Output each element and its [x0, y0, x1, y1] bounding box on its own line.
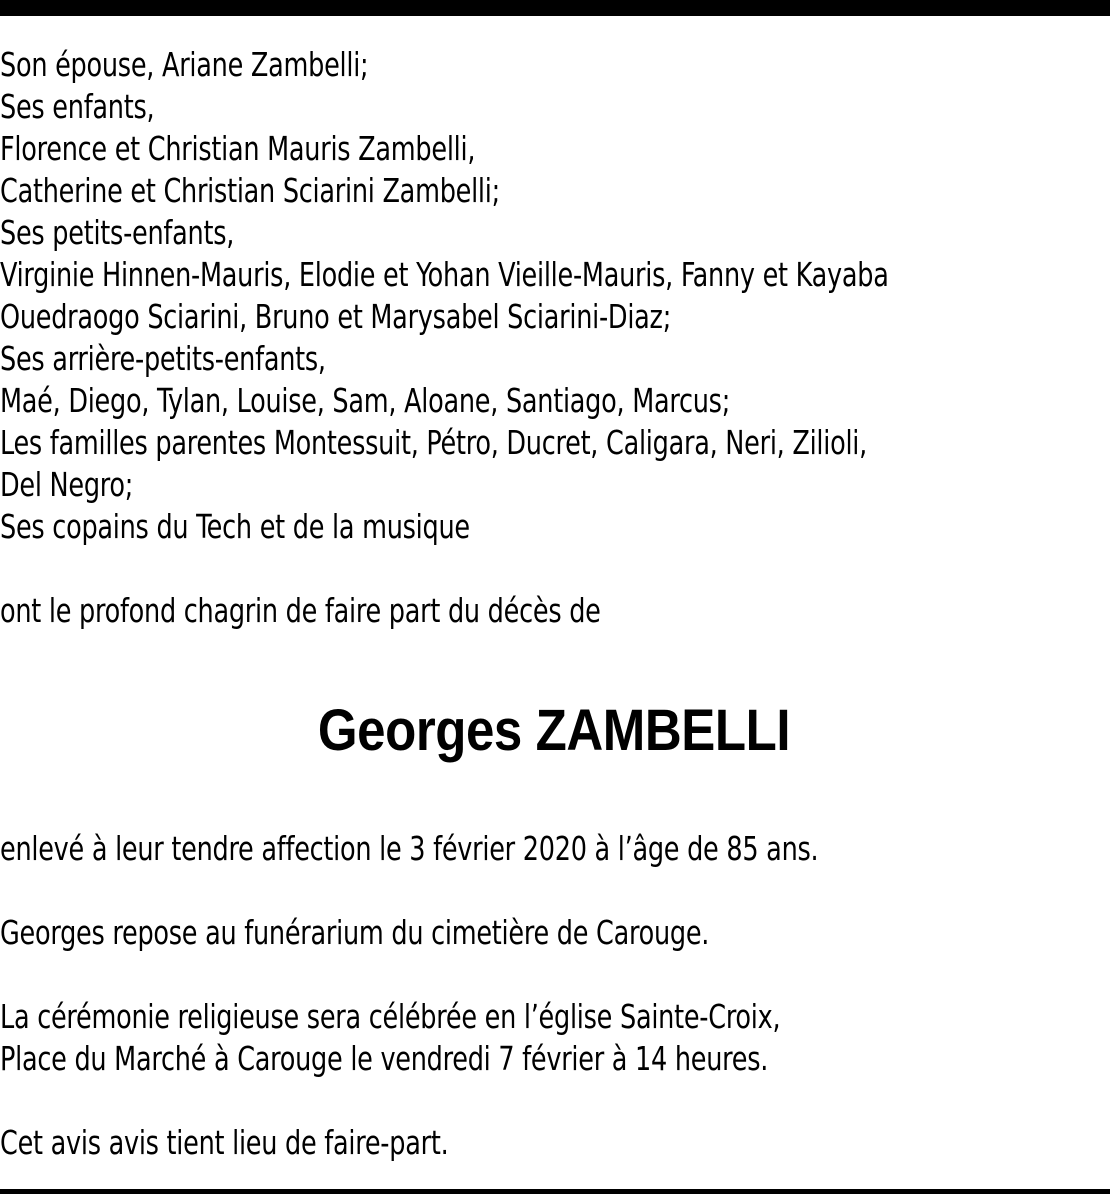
- family-line-child-2: Catherine et Christian Sciarini Zambelli;: [0, 171, 500, 210]
- bottom-rule: [0, 1189, 1110, 1194]
- announcement-line: ont le profond chagrin de faire part du décès de: [0, 591, 601, 630]
- family-line-spouse: Son épouse, Ariane Zambelli;: [0, 45, 369, 84]
- repose-line: Georges repose au funérarium du cimetière de Carouge.: [0, 913, 710, 952]
- family-line-great-grandchildren-heading: Ses arrière-petits-enfants,: [0, 339, 326, 378]
- spacer: [0, 1080, 1108, 1122]
- family-line-friends: Ses copains du Tech et de la musique: [0, 507, 470, 546]
- deceased-name: Georges ZAMBELLI: [317, 698, 791, 763]
- family-line-grandchildren-1: Virginie Hinnen-Mauris, Elodie et Yohan Vieille-Mauris, Fanny et Kayaba: [0, 255, 889, 294]
- top-rule: [0, 0, 1110, 16]
- family-list: [0, 44, 1108, 548]
- family-line-great-grandchildren: Maé, Diego, Tylan, Louise, Sam, Aloane, Santiago, Marcus;: [0, 381, 731, 420]
- family-line-relatives-1: Les familles parentes Montessuit, Pétro, Ducret, Caligara, Neri, Zilioli,: [0, 423, 868, 462]
- family-line-relatives-2: Del Negro;: [0, 465, 134, 504]
- spacer: [0, 954, 1108, 996]
- ceremony-line-2: Place du Marché à Carouge le vendredi 7 février à 14 heures.: [0, 1039, 769, 1078]
- family-line-children-heading: Ses enfants,: [0, 87, 155, 126]
- spacer: [0, 766, 1108, 828]
- ceremony-line-1: La cérémonie religieuse sera célébrée en l’église Sainte-Croix,: [0, 997, 781, 1036]
- spacer: [0, 632, 1108, 696]
- family-line-child-1: Florence et Christian Mauris Zambelli,: [0, 129, 476, 168]
- family-line-grandchildren-2: Ouedraogo Sciarini, Bruno et Marysabel Sciarini-Diaz;: [0, 297, 672, 336]
- obituary-notice: [0, 44, 1108, 1164]
- spacer: [0, 548, 1108, 590]
- passing-line: enlevé à leur tendre affection le 3 février 2020 à l’âge de 85 ans.: [0, 829, 819, 868]
- family-line-grandchildren-heading: Ses petits-enfants,: [0, 213, 235, 252]
- spacer: [0, 870, 1108, 912]
- closing-line: Cet avis avis tient lieu de faire-part.: [0, 1123, 449, 1162]
